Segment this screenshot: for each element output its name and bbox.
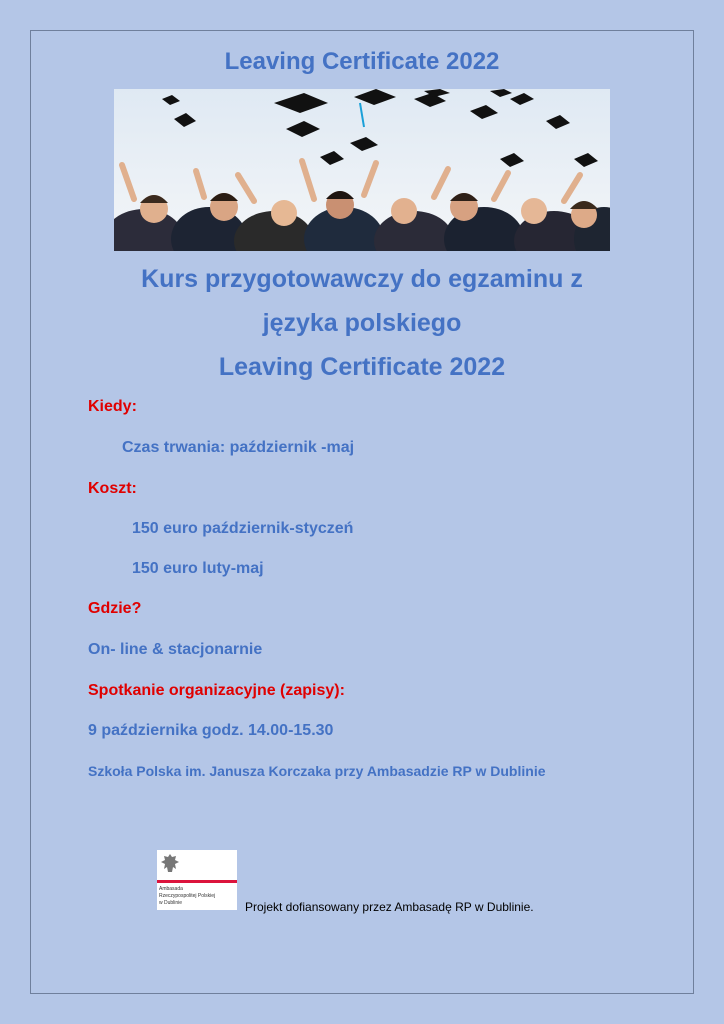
page-title: Leaving Certificate 2022 (224, 48, 500, 75)
meeting-label: Spotkanie organizacyjne (zapisy): (88, 682, 345, 699)
cost-item: 150 euro październik-styczeń (132, 520, 354, 537)
cost-label: Koszt: (88, 480, 137, 497)
course-title-line-3: Leaving Certificate 2022 (218, 353, 506, 381)
cost-item: 150 euro luty-maj (132, 560, 264, 577)
polish-eagle-icon (160, 852, 180, 876)
embassy-logo (157, 850, 237, 910)
when-label: Kiedy: (88, 398, 137, 415)
logo-text: Ambasada Rzeczypospolitej Polskiej w Dublinie (159, 886, 216, 906)
graduation-caps-photo (114, 89, 610, 251)
meeting-date: 9 października godz. 14.00-15.30 (88, 722, 334, 739)
where-text: On- line & stacjonarnie (88, 641, 263, 658)
school-name: Szkoła Polska im. Janusza Korczaka przy Ambasadzie RP w Dublinie (88, 763, 546, 779)
duration-text: Czas trwania: październik -maj (122, 439, 355, 456)
logo-red-bar (157, 880, 237, 883)
course-title-line-2: języka polskiego (262, 309, 462, 337)
course-title-line-1: Kurs przygotowawczy do egzaminu z (141, 265, 583, 293)
funding-note: Projekt dofiansowany przez Ambasadę RP w Dublinie. (245, 900, 534, 914)
where-label: Gdzie? (88, 600, 142, 617)
